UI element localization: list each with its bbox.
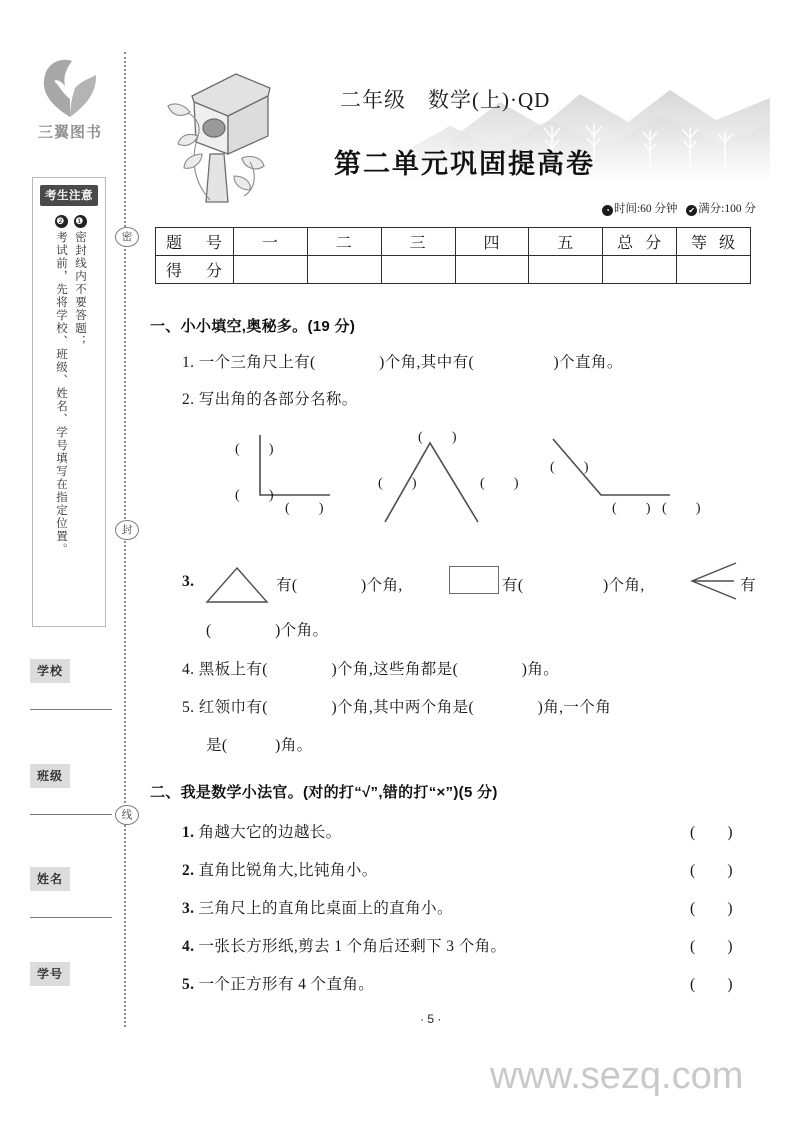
section2-item-3-answer[interactable]: ( ) bbox=[690, 900, 733, 917]
field-name-line[interactable] bbox=[30, 917, 112, 918]
section1-question-3-part3: 有 bbox=[740, 577, 756, 594]
exam-meta bbox=[602, 200, 756, 216]
cell-row-label-0: 题 号 bbox=[156, 228, 234, 256]
obtuse-angle-label-right: ( ) bbox=[662, 501, 701, 516]
score-cell-5[interactable] bbox=[529, 256, 603, 284]
cell-col-grade: 等 级 bbox=[677, 228, 751, 256]
section2-item-4-text: 一张长方形纸,剪去 1 个角后还剩下 3 个角。 bbox=[198, 938, 507, 955]
header-artwork bbox=[150, 50, 770, 210]
section2-item-4-number: 4. bbox=[182, 938, 195, 955]
time-limit: 时间:60 分钟 bbox=[613, 203, 678, 215]
section2-item-3-number: 3. bbox=[182, 900, 195, 917]
notice-item-2 bbox=[52, 215, 68, 615]
notice-item-1 bbox=[71, 215, 87, 615]
seal-char-xian: 线 bbox=[115, 805, 139, 825]
cell-col-2: 二 bbox=[307, 228, 381, 256]
right-angle-label-bottom: ( ) bbox=[285, 501, 324, 516]
section1-question-3-part1: 有( )个角, bbox=[276, 577, 403, 594]
notice-text-1: 密封线内不要答题； bbox=[74, 231, 86, 348]
grade-subject-line: 二年级 数学(上)·QD bbox=[340, 88, 551, 112]
cell-row-label-1: 得 分 bbox=[156, 256, 234, 284]
leaf-logo-icon bbox=[39, 55, 101, 119]
acute-angle-label-right: ( ) bbox=[480, 476, 519, 491]
field-student-id-label: 学号 bbox=[30, 962, 70, 986]
right-angle-label-left: ( ) bbox=[235, 488, 274, 503]
cell-col-4: 四 bbox=[455, 228, 529, 256]
candidate-notice-box bbox=[32, 177, 106, 627]
notice-bullet-2: ❷ bbox=[56, 216, 66, 226]
field-class-label: 班级 bbox=[30, 764, 70, 788]
rectangle-shape-icon bbox=[449, 566, 499, 594]
seal-dotted-line bbox=[121, 52, 133, 1027]
brand-name: 三翼图书 bbox=[37, 124, 102, 141]
section-1-heading: 一、小小填空,奥秘多。(19 分) bbox=[150, 318, 356, 335]
obtuse-angle-label-left: ( ) bbox=[550, 460, 589, 475]
section1-question-3-part4: ( )个角。 bbox=[206, 622, 329, 639]
section2-item-1-answer[interactable]: ( ) bbox=[690, 824, 733, 841]
field-class[interactable] bbox=[30, 764, 110, 815]
cell-col-3: 三 bbox=[381, 228, 455, 256]
score-cell-4[interactable] bbox=[455, 256, 529, 284]
cell-col-5: 五 bbox=[529, 228, 603, 256]
section1-question-5-line2: 是( )角。 bbox=[206, 737, 313, 754]
notice-text-2: 考试前，先将学校、班级、姓名、学号填写在指定位置。 bbox=[55, 231, 67, 556]
section-2-heading: 二、我是数学小法官。(对的打“√”,错的打“×”)(5 分) bbox=[150, 784, 498, 801]
field-name[interactable] bbox=[30, 867, 110, 918]
section2-item-1 bbox=[182, 820, 762, 842]
section1-question-4: 4. 黑板上有( )个角,这些角都是( )角。 bbox=[182, 661, 560, 678]
section2-item-2 bbox=[182, 858, 762, 880]
score-cell-3[interactable] bbox=[381, 256, 455, 284]
exam-sidebar bbox=[30, 55, 110, 1015]
section1-question-1: 1. 一个三角尺上有( )个角,其中有( )个直角。 bbox=[182, 354, 623, 371]
seal-char-feng: 封 bbox=[115, 520, 139, 540]
arrow-angle-shape-icon bbox=[678, 560, 740, 602]
page-number: · 5 · bbox=[420, 1012, 442, 1026]
section1-question-3-number: 3. bbox=[182, 573, 195, 590]
notice-bullet-1: ❶ bbox=[75, 216, 85, 226]
field-class-line[interactable] bbox=[30, 814, 112, 815]
table-row-header bbox=[156, 228, 751, 256]
watermark: www.sezq.com bbox=[490, 1055, 744, 1097]
section2-item-1-text: 角越大它的边越长。 bbox=[198, 824, 342, 841]
acute-angle-label-top: ( ) bbox=[418, 430, 457, 445]
section2-item-5 bbox=[182, 972, 762, 994]
section2-item-4-answer[interactable]: ( ) bbox=[690, 938, 733, 955]
table-row-scores bbox=[156, 256, 751, 284]
acute-angle-label-left: ( ) bbox=[378, 476, 417, 491]
score-cell-grade[interactable] bbox=[677, 256, 751, 284]
score-cell-total[interactable] bbox=[603, 256, 677, 284]
score-table bbox=[155, 227, 751, 284]
triangle-shape-icon bbox=[202, 563, 272, 607]
cell-col-total: 总 分 bbox=[603, 228, 677, 256]
section2-item-4 bbox=[182, 934, 762, 956]
page-title: 第二单元巩固提高卷 bbox=[334, 149, 595, 179]
notice-title: 考生注意 bbox=[40, 185, 98, 206]
score-cell-1[interactable] bbox=[234, 256, 308, 284]
field-school-line[interactable] bbox=[30, 709, 112, 710]
brand-logo bbox=[30, 55, 110, 142]
section2-item-2-text: 直角比锐角大,比钝角小。 bbox=[198, 862, 378, 879]
right-angle-label-top: ( ) bbox=[235, 442, 274, 457]
seal-char-mi: 密 bbox=[115, 227, 139, 247]
section2-item-5-number: 5. bbox=[182, 976, 195, 993]
section2-item-3 bbox=[182, 896, 762, 918]
section2-item-5-text: 一个正方形有 4 个直角。 bbox=[198, 976, 375, 993]
field-name-label: 姓名 bbox=[30, 867, 70, 891]
cell-col-1: 一 bbox=[234, 228, 308, 256]
section1-question-2: 2. 写出角的各部分名称。 bbox=[182, 391, 358, 408]
full-score: 满分:100 分 bbox=[698, 203, 756, 215]
clock-icon: ◔ bbox=[602, 205, 613, 216]
section2-item-2-answer[interactable]: ( ) bbox=[690, 862, 733, 879]
section2-item-2-number: 2. bbox=[182, 862, 195, 879]
section1-question-5-line1: 5. 红领巾有( )个角,其中两个角是( )角,一个角 bbox=[182, 699, 612, 716]
score-cell-2[interactable] bbox=[307, 256, 381, 284]
field-school-label: 学校 bbox=[30, 659, 70, 683]
obtuse-angle-label-mid: ( ) bbox=[612, 501, 651, 516]
check-circle-icon: ✔ bbox=[686, 205, 697, 216]
field-school[interactable] bbox=[30, 659, 110, 710]
field-student-id[interactable] bbox=[30, 962, 110, 986]
section2-item-3-text: 三角尺上的直角比桌面上的直角小。 bbox=[198, 900, 453, 917]
section1-question-3-part2: 有( )个角, bbox=[502, 577, 645, 594]
section2-item-1-number: 1. bbox=[182, 824, 195, 841]
section2-item-5-answer[interactable]: ( ) bbox=[690, 976, 733, 993]
